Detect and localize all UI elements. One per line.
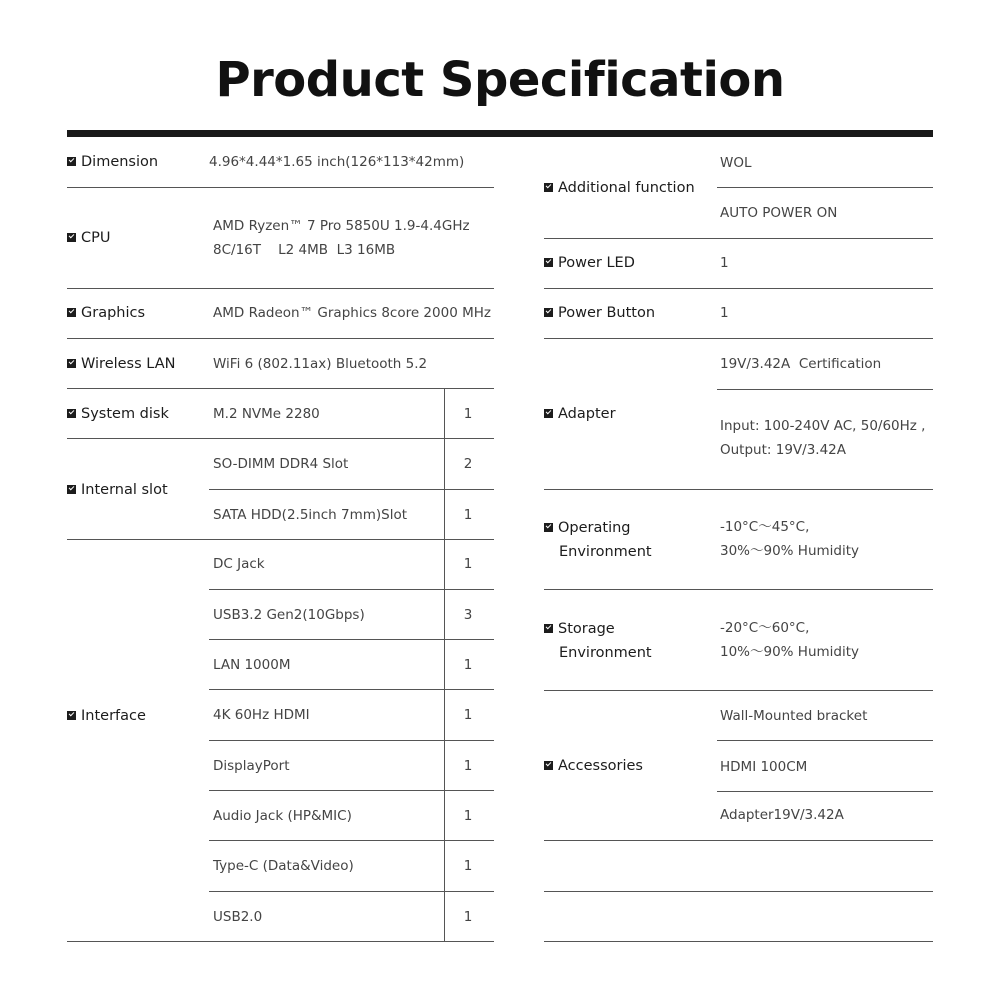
interface-item: USB3.2 Gen2(10Gbps) [213,607,365,623]
operating-humidity: 30%～90% Humidity [720,543,860,559]
internal-slot-label: Internal slot [67,478,168,502]
row-divider [544,238,933,239]
interface-qty: 1 [463,909,473,925]
storage-environment-label: Storage [544,617,615,641]
wireless-lan-label: Wireless LAN [67,352,175,376]
row-divider [209,589,494,590]
adapter-output: Output: 19V/3.42A [720,442,846,458]
additional-function-label: Additional function [544,176,695,200]
checkbox-icon [544,409,553,418]
row-divider [544,690,933,691]
internal-slot-qty: 1 [463,507,473,523]
power-button-value: 1 [720,305,729,321]
row-divider [67,388,494,389]
checkbox-icon [67,308,76,317]
row-divider [209,740,494,741]
cpu-label: CPU [67,226,110,250]
system-disk-item: M.2 NVMe 2280 [213,406,320,422]
accessory-item: Wall-Mounted bracket [720,708,868,724]
interface-item: DisplayPort [213,758,290,774]
operating-environment-label-line2: Environment [559,544,652,560]
top-divider-bar [67,130,933,137]
row-divider [544,338,933,339]
interface-item: DC Jack [213,556,265,572]
interface-qty: 1 [463,657,473,673]
row-divider [67,338,494,339]
row-divider [717,389,933,390]
row-divider [544,941,933,942]
cpu-value-line2: 8C/16T L2 4MB L3 16MB [213,242,396,258]
row-divider [67,539,494,540]
checkbox-icon [67,359,76,368]
row-divider [209,689,494,690]
checkbox-icon [544,523,553,532]
checkbox-icon [544,258,553,267]
checkbox-icon [544,761,553,770]
system-disk-qty: 1 [463,406,473,422]
row-divider [544,489,933,490]
accessory-item: HDMI 100CM [720,759,808,775]
internal-slot-item: SATA HDD(2.5inch 7mm)Slot [213,507,408,523]
dimension-value: 4.96*4.44*1.65 inch(126*113*42mm) [209,154,465,170]
row-divider [67,187,494,188]
additional-function-value: AUTO POWER ON [720,205,838,221]
interface-qty: 1 [463,858,473,874]
row-divider [544,288,933,289]
wireless-lan-value: WiFi 6 (802.11ax) Bluetooth 5.2 [213,356,428,372]
storage-temperature: -20°C～60°C, [720,620,810,636]
interface-qty: 1 [463,707,473,723]
row-divider [544,589,933,590]
operating-environment-label: Operating [544,516,631,540]
checkbox-icon [544,624,553,633]
row-divider [209,639,494,640]
system-disk-label: System disk [67,402,169,426]
graphics-value: AMD Radeon™ Graphics 8core 2000 MHz [213,305,491,321]
row-divider [717,187,933,188]
interface-item: 4K 60Hz HDMI [213,707,310,723]
checkbox-icon [544,183,553,192]
additional-function-value: WOL [720,155,752,171]
checkbox-icon [67,157,76,166]
row-divider [717,740,933,741]
interface-item: LAN 1000M [213,657,291,673]
row-divider [544,840,933,841]
adapter-certification: 19V/3.42A Certification [720,356,882,372]
operating-temperature: -10°C～45°C, [720,519,810,535]
interface-qty: 1 [463,758,473,774]
row-divider [544,891,933,892]
row-divider [209,840,494,841]
internal-slot-qty: 2 [463,456,473,472]
interface-label: Interface [67,704,146,728]
power-led-label: Power LED [544,251,635,275]
graphics-label: Graphics [67,301,145,325]
row-divider [209,790,494,791]
power-button-label: Power Button [544,301,655,325]
row-divider [209,891,494,892]
interface-item: Type-C (Data&Video) [213,858,354,874]
checkbox-icon [67,409,76,418]
checkbox-icon [67,711,76,720]
cpu-value-line1: AMD Ryzen™ 7 Pro 5850U 1.9-4.4GHz [213,218,470,234]
interface-item: Audio Jack (HP&MIC) [213,808,352,824]
accessory-item: Adapter19V/3.42A [720,807,844,823]
row-divider [67,941,494,942]
adapter-label: Adapter [544,402,616,426]
checkbox-icon [67,485,76,494]
storage-environment-label-line2: Environment [559,645,652,661]
adapter-input: Input: 100-240V AC, 50/60Hz , [720,418,926,434]
interface-item: USB2.0 [213,909,263,925]
row-divider [717,791,933,792]
power-led-value: 1 [720,255,729,271]
row-divider [209,489,494,490]
checkbox-icon [544,308,553,317]
dimension-label: Dimension [67,150,158,174]
interface-qty: 3 [463,607,473,623]
row-divider [67,438,494,439]
row-divider [67,288,494,289]
internal-slot-item: SO-DIMM DDR4 Slot [213,456,349,472]
checkbox-icon [67,233,76,242]
interface-qty: 1 [463,808,473,824]
page-title: Product Specification [215,52,785,108]
interface-qty: 1 [463,556,473,572]
storage-humidity: 10%～90% Humidity [720,644,860,660]
accessories-label: Accessories [544,754,643,778]
